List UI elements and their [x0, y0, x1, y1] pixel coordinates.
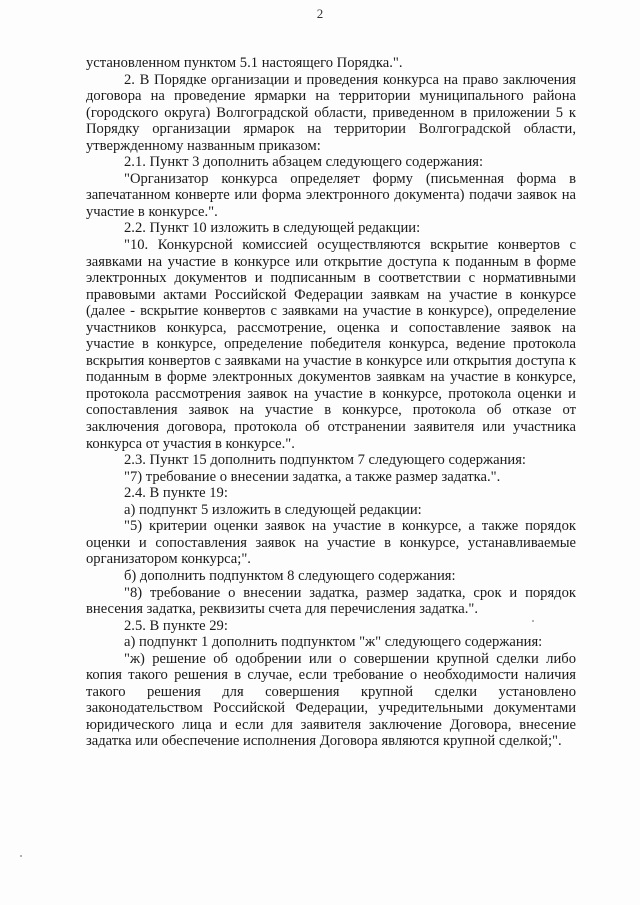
paragraph-item-2-1: 2.1. Пункт 3 дополнить абзацем следующего содержания: [124, 154, 484, 171]
paragraph-item-2-2: 2.2. Пункт 10 изложить в следующей редакции: [124, 220, 421, 237]
paragraph-item-2: 2. В Порядке организации и проведения конкурса на право заключения договора на проведение ярмарки на территории муниципального района (городского округа) Волгоградской области, приведенном в приложении 5 к Порядку организации ярмарок на территории Волгоградской области, утвержденному названным приказом: [86, 71, 576, 154]
paragraph-item-2-3: 2.3. Пункт 15 дополнить подпунктом 7 следующего содержания: [124, 452, 526, 469]
paragraph-item-2-5: 2.5. В пункте 29: [124, 617, 228, 634]
paragraph-subitem-b: б) дополнить подпунктом 8 следующего содержания: [124, 567, 456, 584]
paragraph-quote-5: "5) критерии оценки заявок на участие в конкурсе, а также порядок оценки и сопоставления заявок на участие в конкурсе, устанавливаемые организатором конкурса;". [86, 518, 576, 568]
page-number: 2 [316, 6, 324, 21]
paragraph-item-2-4: 2.4. В пункте 19: [124, 485, 228, 502]
document-body [86, 55, 576, 750]
paragraph-quote-2-1: "Организатор конкурса определяет форму (письменная форма в запечатанном конверте или форма электронного документа) подачи заявок на участие в конкурсе.". [86, 170, 576, 220]
paragraph-quote-2-2: "10. Конкурсной комиссией осуществляются вскрытие конвертов с заявками на участие в конкурсе или открытие доступа к поданным в форме электронных документов и подписанным в соответствии с нормативными правовыми актами Российской Федерации заявкам на участие в конкурсе (далее - вскрытие конвертов с заявками на участие в конкурсе), определение участников конкурса, рассмотрение, оценка и сопоставление заявок на участие в конкурсе, определение победителя конкурса, ведение протокола вскрытия конвертов с заявками на участие в конкурсе или открытия доступа к поданным в форме электронных документов заявкам на участие в конкурсе, протокола рассмотрения заявок на участие в конкурсе, протокола оценки и сопоставления заявок на участие в конкурсе, протокола об отказе от заключения договора, протокола об отстранении заявителя или участника конкурса от участия в конкурсе.". [86, 237, 576, 452]
paragraph-quote-8: "8) требование о внесении задатка, размер задатка, срок и порядок внесения задатка, реквизиты счета для перечисления задатка.". [86, 584, 576, 618]
scan-speck [532, 620, 534, 622]
paragraph-quote-zh: "ж) решение об одобрении или о совершении крупной сделки либо копия такого решения в случае, если требование о необходимости наличия такого решения для совершения крупной сделки установлено законодательством Российской Федерации, учредительными документами юридического лица и если для заявителя заключение Договора, внесение задатка или обеспечение исполнения Договора являются крупной сделкой;". [86, 650, 576, 750]
paragraph-subitem-a: а) подпункт 5 изложить в следующей редакции: [124, 501, 422, 518]
paragraph-subitem-a-29: а) подпункт 1 дополнить подпунктом "ж" следующего содержания: [124, 634, 543, 651]
scan-speck [20, 855, 22, 857]
paragraph-continuation: установленном пунктом 5.1 настоящего Порядка.". [86, 55, 403, 71]
paragraph-quote-2-3: "7) требование о внесении задатка, а также размер задатка.". [124, 468, 501, 485]
